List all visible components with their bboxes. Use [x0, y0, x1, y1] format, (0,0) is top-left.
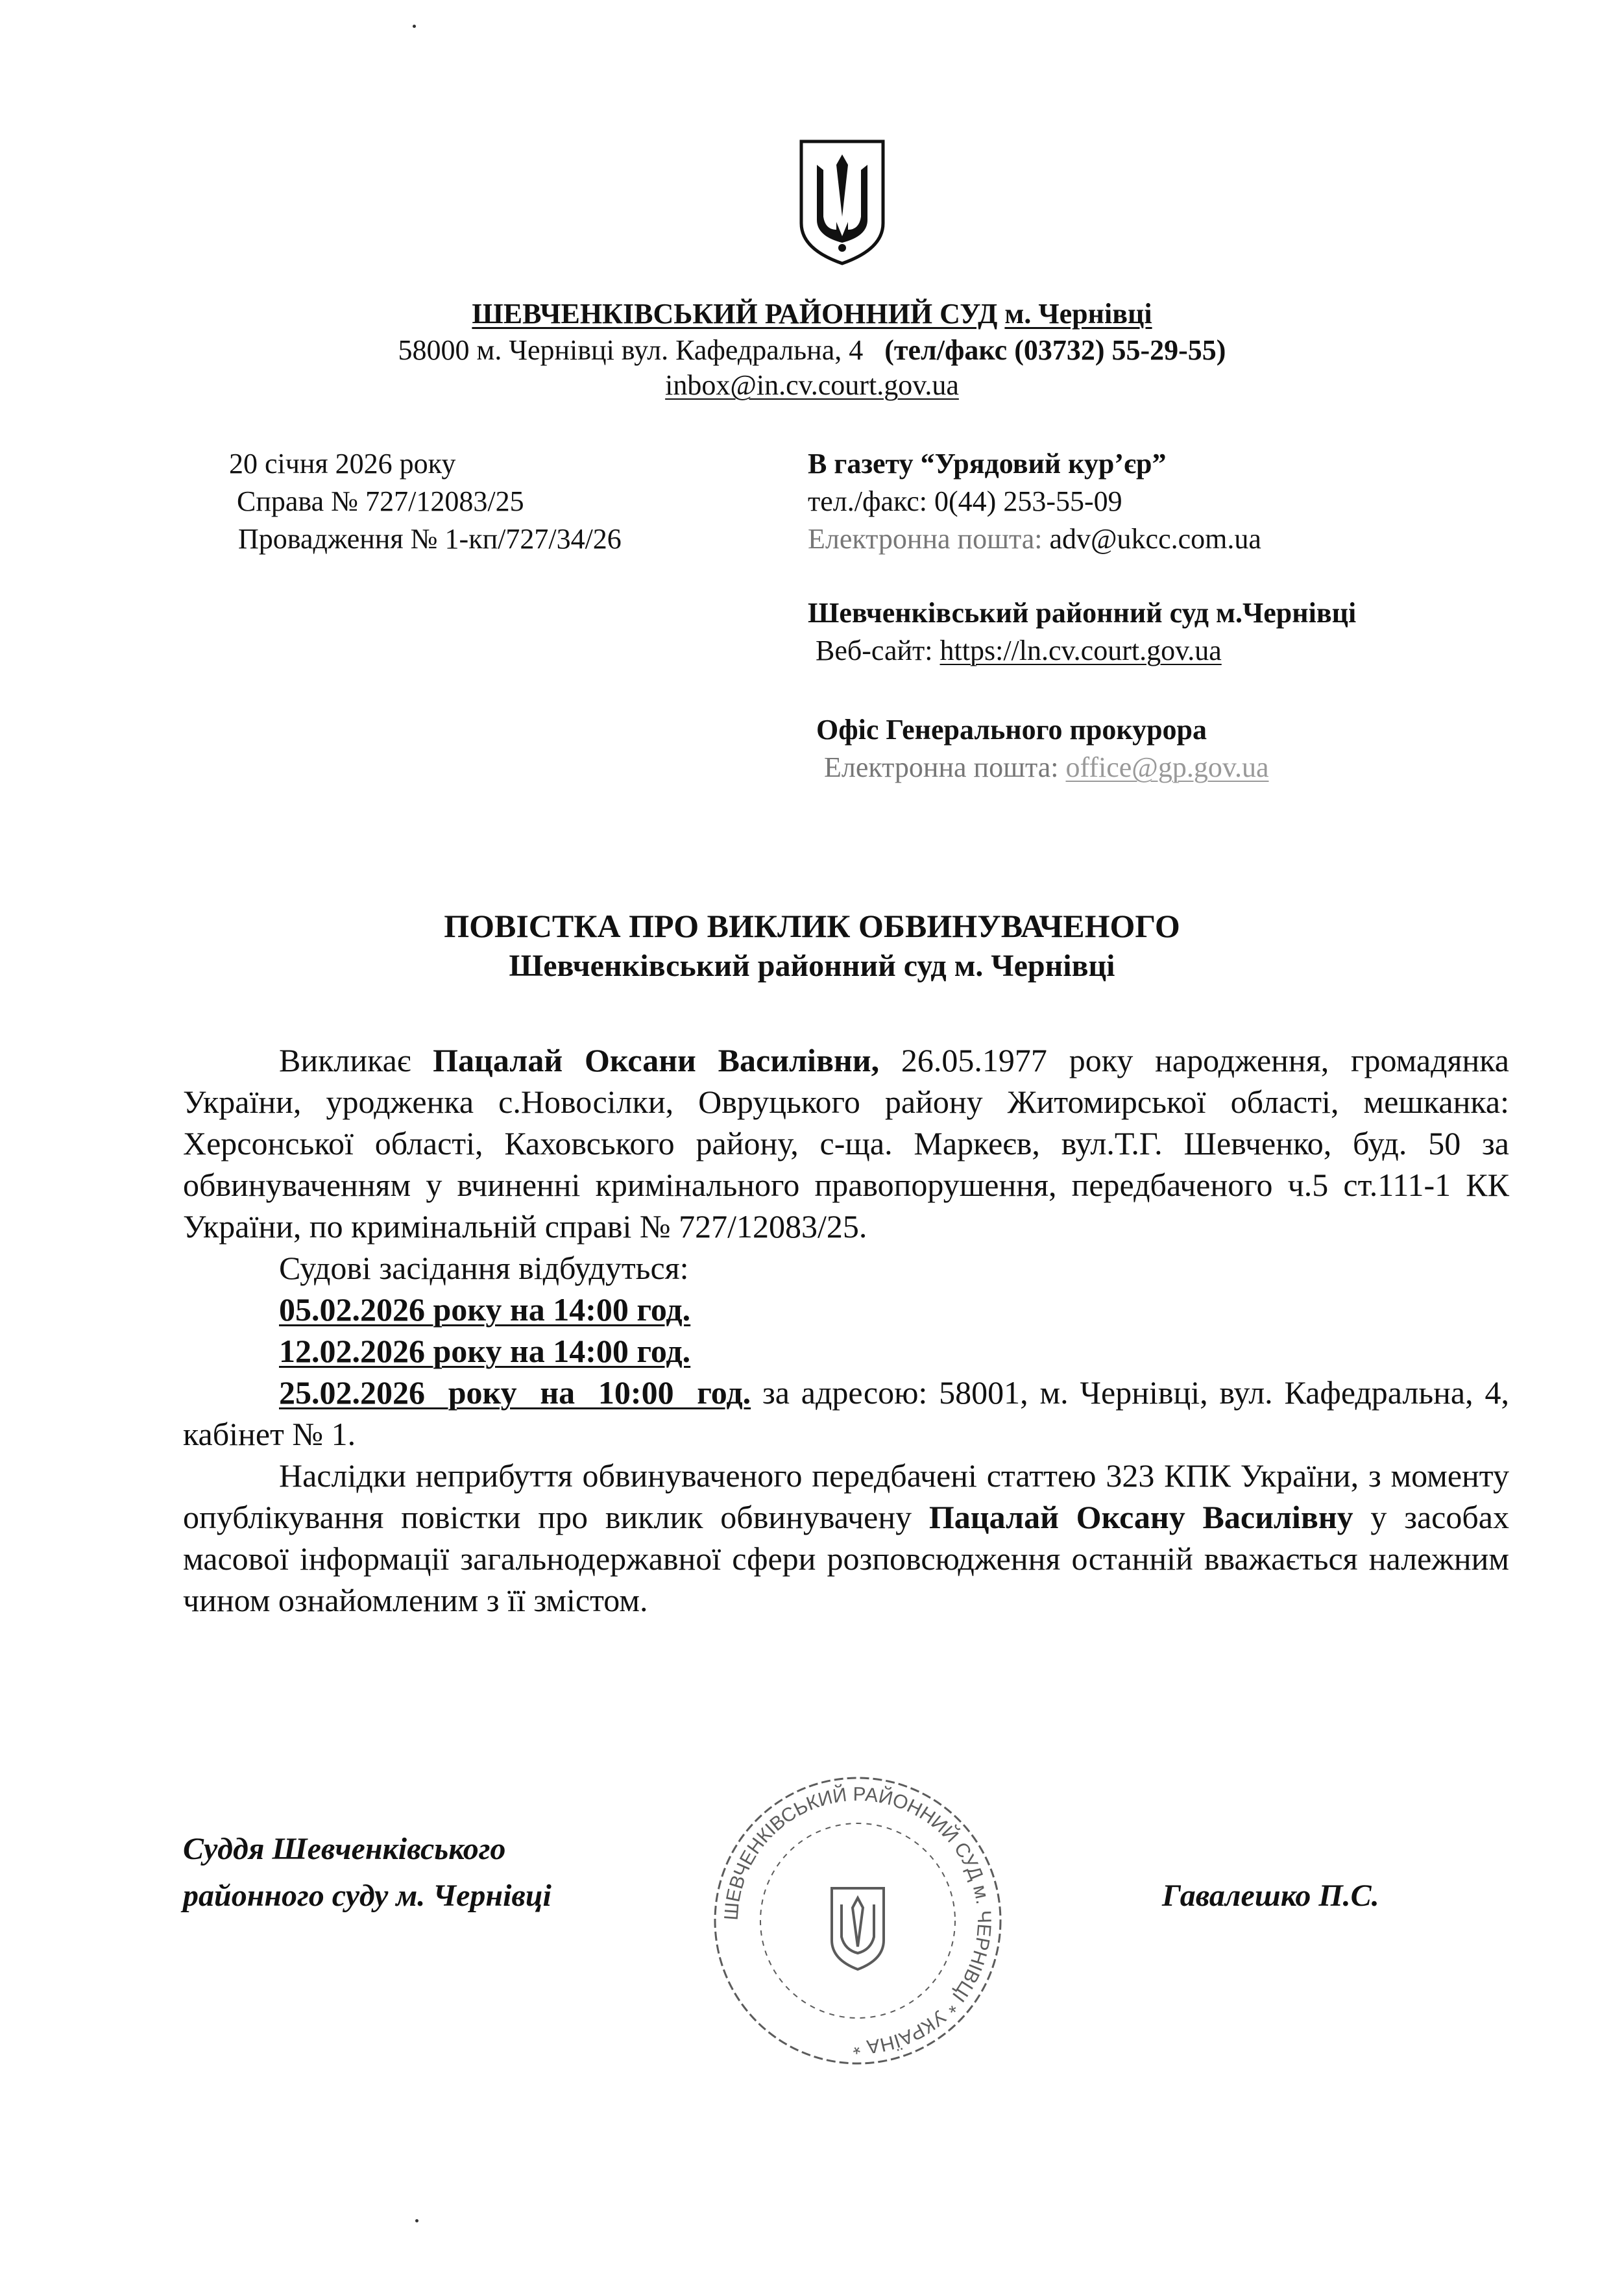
summons-paragraph — [183, 1040, 1509, 1247]
document-subtitle: Шевченківський районний суд м. Чернівці — [509, 949, 1115, 983]
proceeding-number: Провадження № 1-кп/727/34/26 — [238, 523, 622, 555]
hearing-date-1 — [183, 1289, 1509, 1330]
court-email-line — [0, 367, 1624, 404]
hearing-date-3-address — [183, 1372, 1509, 1455]
recipient-email-label: Електронна пошта: — [808, 523, 1050, 555]
court-header-title — [0, 296, 1624, 332]
text: Наслідки неприбуття обвинуваченого передбачені статтею 323 КПК України, з моменту опублікування повістки про виклик обвинувачену — [183, 1457, 1509, 1535]
recipient-name: Шевченківський районний суд м.Чернівці — [808, 597, 1357, 629]
hearing-address: за адресою: 58001, м. Чернівці, вул. Кафедральна, 4, кабінет № 1. — [183, 1374, 1509, 1452]
document-date: 20 січня 2026 року — [229, 448, 456, 480]
hearing-date-2 — [183, 1330, 1509, 1372]
document-title: ПОВІСТКА ПРО ВИКЛИК ОБВИНУВАЧЕНОГО — [444, 908, 1180, 944]
text: у засобах масової інформації загальнодержавної сфери розповсюдження останній вважається належним чином ознайомленим з її змістом. — [183, 1499, 1509, 1618]
recipient-prosecutor — [816, 711, 1268, 786]
document-body — [183, 1040, 1509, 1621]
recipient-newspaper — [808, 445, 1261, 558]
scan-speck — [415, 2219, 418, 2222]
case-number: Справа № 727/12083/25 — [237, 485, 524, 517]
consequences-paragraph — [183, 1455, 1509, 1621]
court-address-line — [0, 332, 1624, 369]
court-phone: (тел/факс (03732) 55-29-55) — [884, 334, 1226, 366]
recipient-phone: тел./факс: 0(44) 253-55-09 — [808, 485, 1122, 517]
hearing-date: 12.02.2026 року на 14:00 год. — [279, 1333, 691, 1369]
accused-name: Пацалай Оксану Василівну — [928, 1499, 1353, 1535]
court-address: 58000 м. Чернівці вул. Кафедральна, 4 — [398, 334, 864, 366]
recipient-name: В газету “Урядовий кур’єр” — [808, 448, 1167, 480]
recipient-website-link[interactable]: https://ln.cv.court.gov.ua — [939, 635, 1222, 666]
recipient-email[interactable]: adv@ukcc.com.ua — [1049, 523, 1261, 555]
recipient-name: Офіс Генерального прокурора — [816, 714, 1207, 746]
accused-name: Пацалай Оксани Василівни, — [433, 1042, 880, 1078]
scan-speck — [413, 25, 416, 28]
recipient-court — [808, 594, 1356, 670]
text: 26.05.1977 року народження, громадянка України, уродженка с.Новосілки, Овруцького району Житомирської області, мешканка: Херсонської області, Каховського району, с-ща. Маркеєв, вул.Т.Г. Шевченко, буд. 50 за обвинуваченням у вчиненні кримінального правопорушення, передбаченого ч.5 ст.111-1 КК України, по кримінальній справі № 727/12083/25. — [183, 1042, 1509, 1245]
court-seal-stamp — [709, 1771, 1007, 2070]
judge-position — [183, 1826, 551, 1919]
court-email-link[interactable]: inbox@in.cv.court.gov.ua — [665, 369, 959, 401]
svg-text:ШЕВЧЕНКІВСЬКИЙ РАЙОННИЙ СУД м.: ШЕВЧЕНКІВСЬКИЙ РАЙОННИЙ СУД м. ЧЕРНІВЦІ * УКРАЇНА * — [720, 1783, 995, 2058]
recipient-email[interactable]: office@gp.gov.ua — [1065, 751, 1269, 783]
judge-position-line: Суддя Шевченківського — [183, 1832, 506, 1866]
hearing-date: 25.02.2026 року на 10:00 год. — [279, 1374, 751, 1411]
judge-name: Гавалешко П.С. — [1162, 1879, 1379, 1913]
court-city: м. Чернівці — [1004, 298, 1152, 330]
recipient-website-label: Веб-сайт: — [816, 635, 940, 666]
hearings-intro: Судові засідання відбудуться: — [279, 1250, 689, 1286]
hearing-date: 05.02.2026 року на 14:00 год. — [279, 1291, 691, 1328]
court-name: ШЕВЧЕНКІВСЬКИЙ РАЙОННИЙ СУД — [472, 298, 998, 330]
text: Викликає — [279, 1042, 433, 1078]
document-meta — [229, 445, 622, 558]
recipient-email-label: Електронна пошта: — [824, 751, 1066, 783]
trident-emblem-icon — [797, 139, 887, 266]
judge-position-line: районного суду м. Чернівці — [183, 1879, 551, 1913]
